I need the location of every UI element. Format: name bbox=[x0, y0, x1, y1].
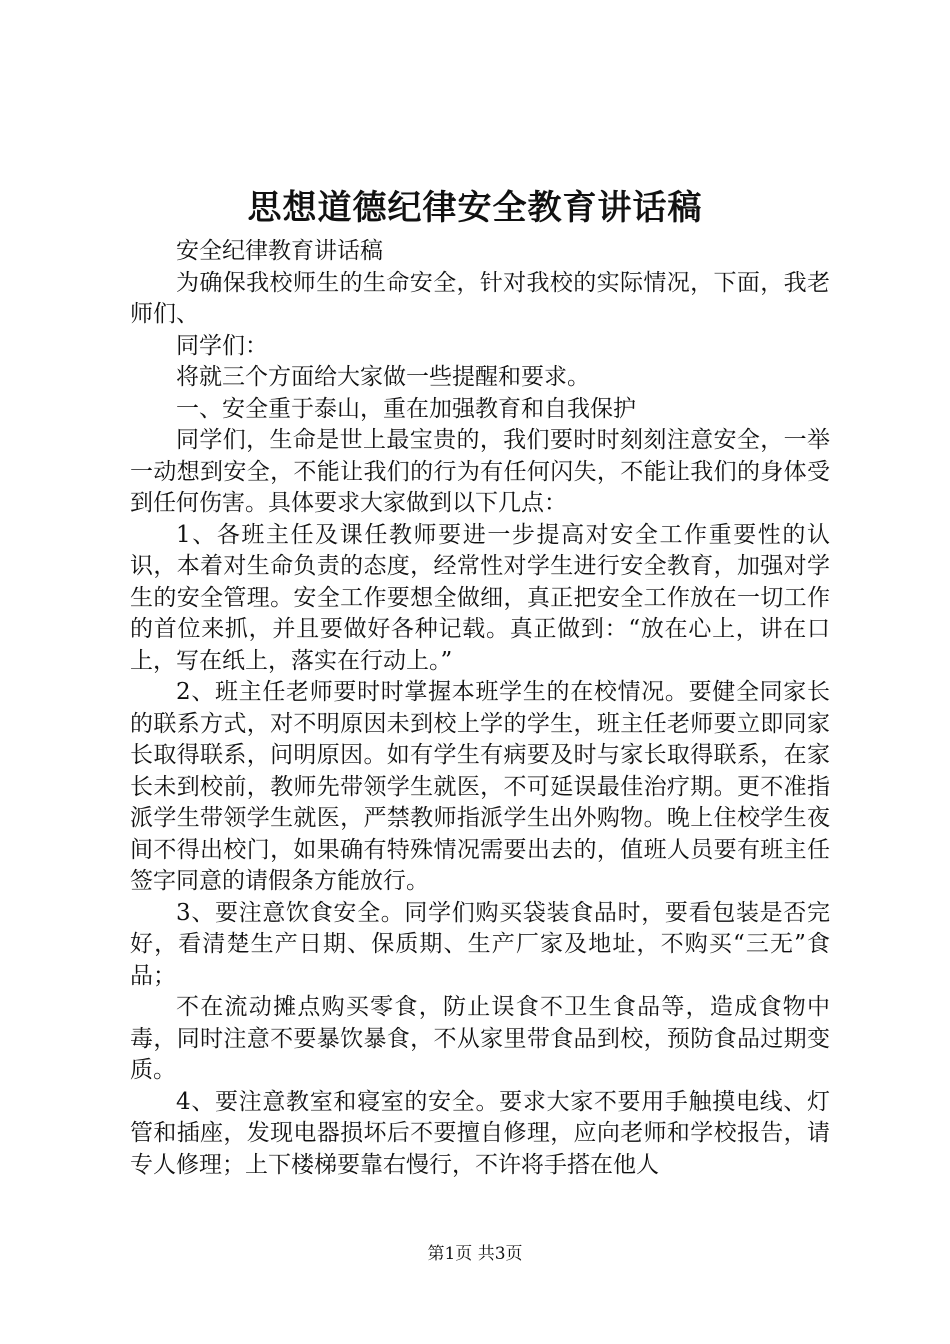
page-footer: 第1页 共3页 bbox=[427, 1244, 523, 1264]
paragraph-item-1: 1、各班主任及课任教师要进一步提高对安全工作重要性的认识，本着对生命负责的态度，经常性对学生进行安全教育，加强对学生的安全管理。安全工作要想全做细，真正把安全工作放在一切工作的首位来抓，并且要做好各种记载。真正做到：“放在心上，讲在口上，写在纸上，落实在行动上。” bbox=[130, 521, 830, 674]
paragraph-item-2: 2、班主任老师要时时掌握本班学生的在校情况。要健全同家长的联系方式，对不明原因未到校上学的学生，班主任老师要立即同家长取得联系，问明原因。如有学生有病要及时与家长取得联系，在家长未到校前，教师先带领学生就医，不可延误最佳治疗期。更不准指派学生带领学生就医，严禁教师指派学生出外购物。晚上住校学生夜间不得出校门，如果确有特殊情况需要出去的，值班人员要有班主任签字同意的请假条方能放行。 bbox=[130, 679, 830, 894]
paragraph-safety-intro: 同学们，生命是世上最宝贵的，我们要时时刻刻注意安全，一举一动想到安全，不能让我们的行为有任何闪失，不能让我们的身体受到任何伤害。具体要求大家做到以下几点： bbox=[130, 427, 830, 516]
section-heading-1: 一、安全重于泰山，重在加强教育和自我保护 bbox=[176, 395, 636, 422]
paragraph-item-3-cont: 不在流动摊点购买零食，防止误食不卫生食品等，造成食物中毒，同时注意不要暴饮暴食，不从家里带食品到校，预防食品过期变质。 bbox=[130, 994, 830, 1083]
paragraph-heading: 安全纪律教育讲话稿 bbox=[176, 238, 383, 264]
document-title: 思想道德纪律安全教育讲话稿 bbox=[247, 188, 703, 228]
paragraph-item-3: 3、要注意饮食安全。同学们购买袋装食品时，要看包装是否完好，看清楚生产日期、保质期、生产厂家及地址，不购买“三无”食品； bbox=[130, 899, 830, 989]
paragraph-overview: 将就三个方面给大家做一些提醒和要求。 bbox=[176, 364, 590, 390]
paragraph-intro: 为确保我校师生的生命安全，针对我校的实际情况，下面，我老师们、 bbox=[130, 269, 830, 327]
document-body bbox=[130, 236, 830, 1181]
paragraph-item-4: 4、要注意教室和寝室的安全。要求大家不要用手触摸电线、灯管和插座，发现电器损坏后不要擅自修理，应向老师和学校报告，请专人修理；上下楼梯要靠右慢行，不许将手搭在他人 bbox=[130, 1088, 830, 1178]
paragraph-greeting: 同学们： bbox=[176, 332, 268, 359]
